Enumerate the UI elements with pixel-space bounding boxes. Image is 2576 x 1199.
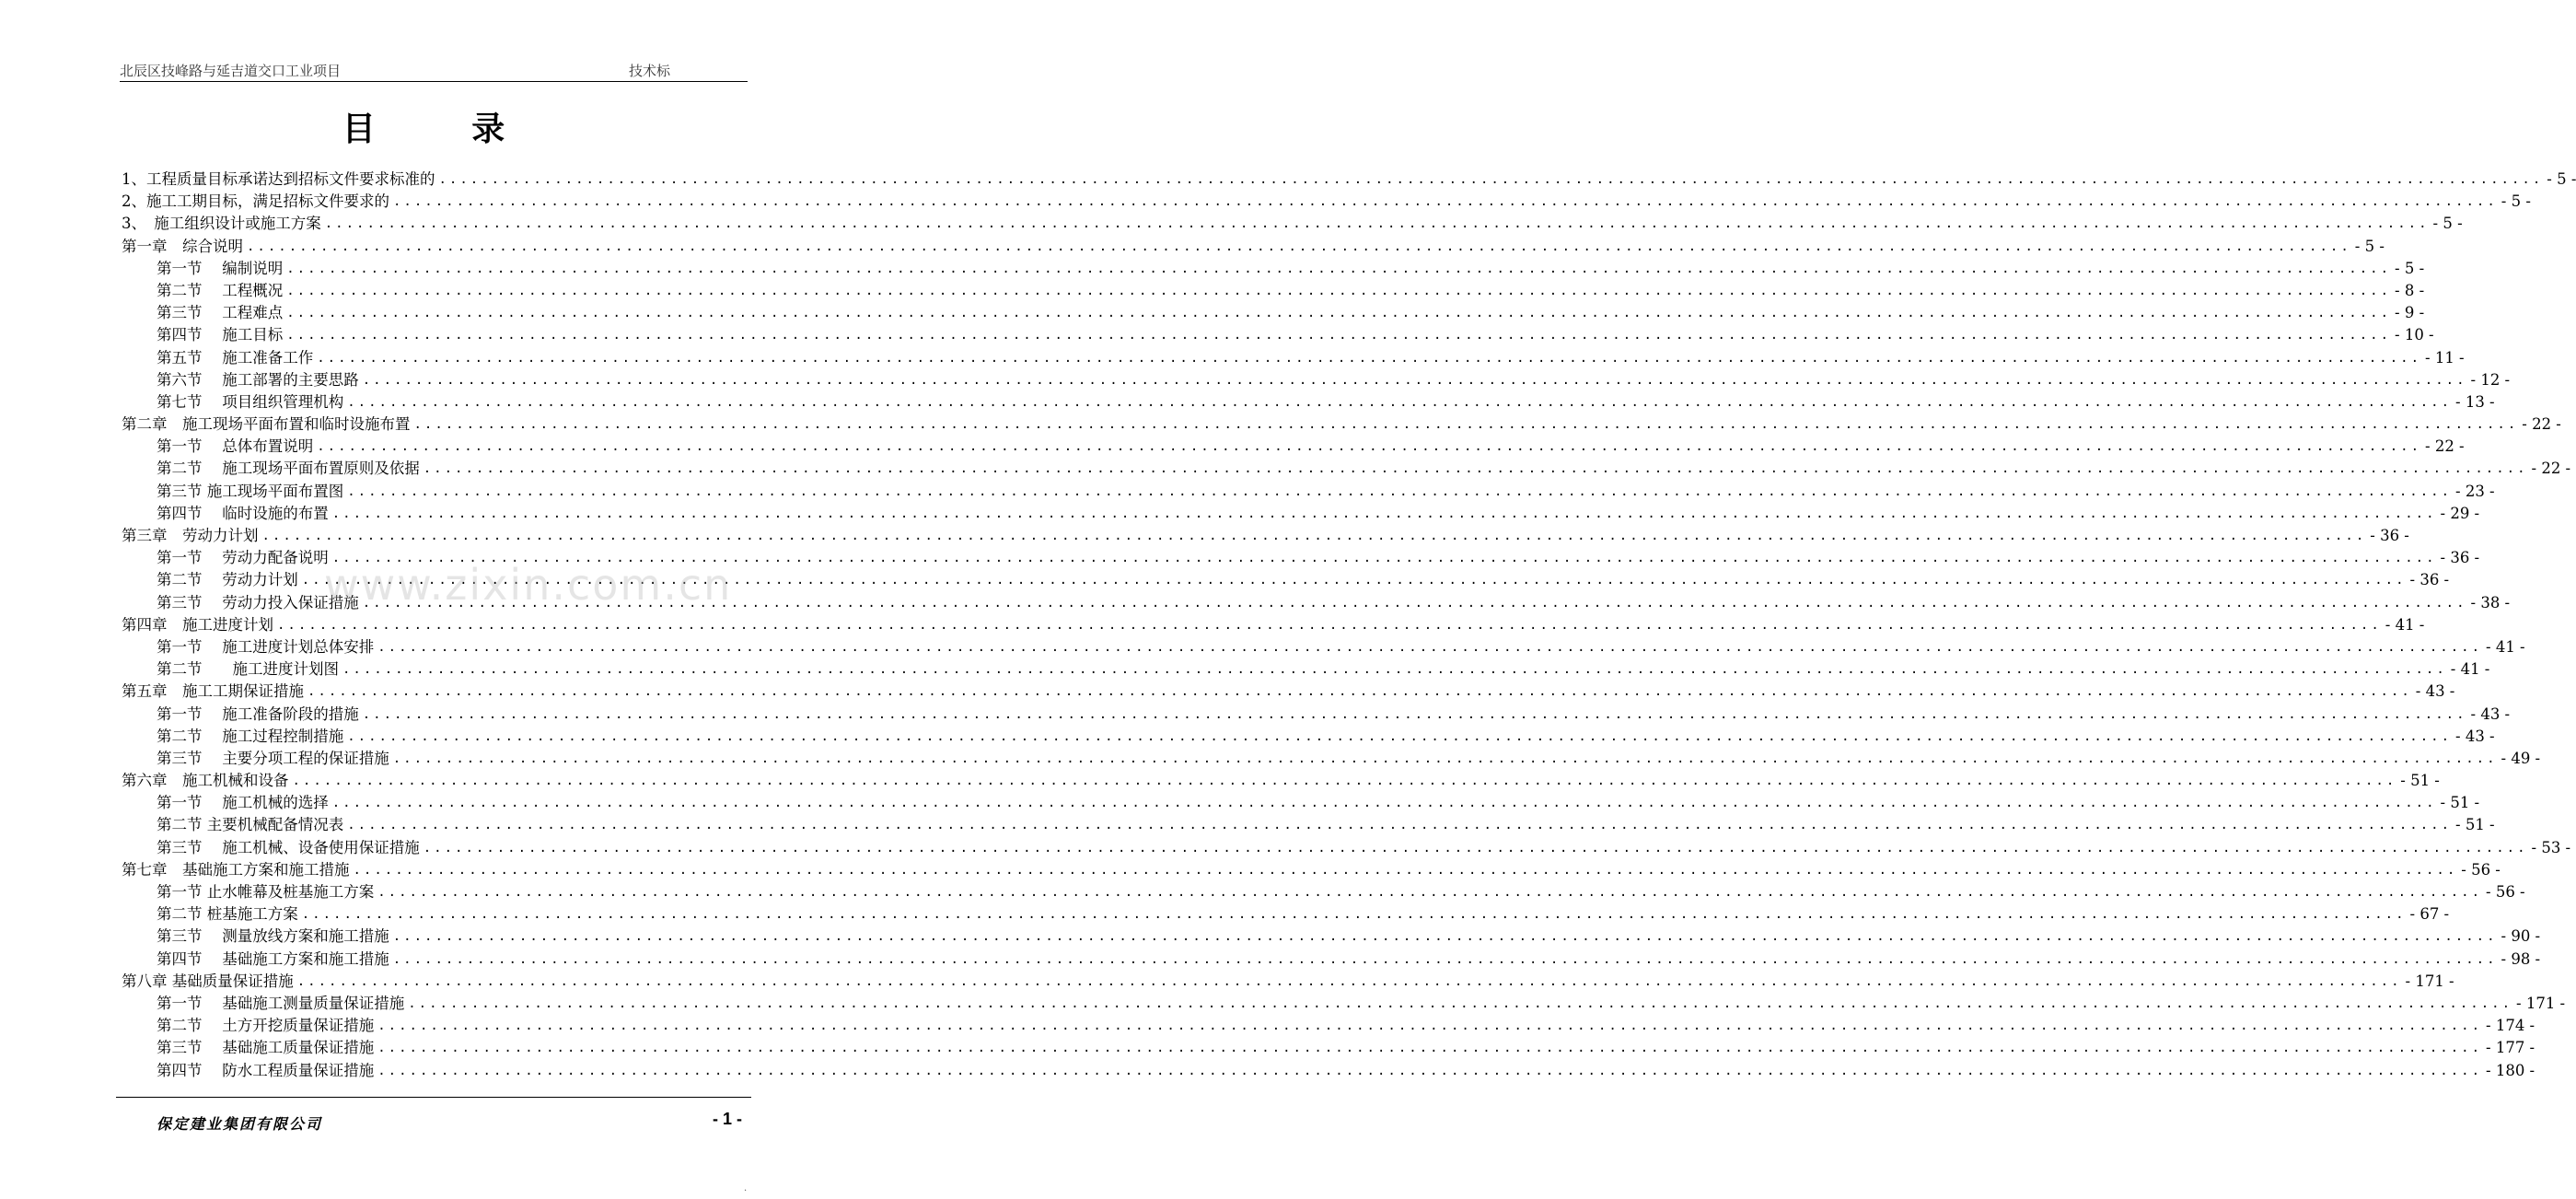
toc-entry-page: - 5 - [2391,258,2424,280]
toc-entry[interactable] [122,792,2480,814]
toc-entry[interactable] [122,1037,2535,1059]
toc-entry-page: - 29 - [2437,503,2480,525]
toc-entry[interactable] [122,881,2525,903]
toc-leader-dots: ........................................................................................................................................................................................................ [331,551,2437,566]
toc-entry[interactable] [122,658,2490,681]
toc-leader-dots: ........................................................................................................................................................................................................ [324,216,2430,232]
toc-entry[interactable] [122,925,2541,948]
toc-entry-title: 第二节 施工现场平面布置原则及依据 [157,458,424,480]
toc-entry-title: 第一节 劳动力配备说明 [157,547,332,569]
toc-leader-dots: ........................................................................................................................................................................................................ [247,239,2351,254]
toc-leader-dots: ........................................................................................................................................................................................................ [301,907,2407,923]
toc-entry-title: 第三节 劳动力投入保证措施 [157,592,363,614]
toc-entry-title: 2、施工工期目标，满足招标文件要求的 [122,191,393,213]
toc-entry-page: - 43 - [2412,681,2455,703]
toc-entry-title: 第三节 主要分项工程的保证措施 [157,748,393,770]
toc-leader-dots: ........................................................................................................................................................................................................ [286,328,2391,343]
toc-entry-page: - 51 - [2396,770,2440,792]
toc-entry[interactable] [122,369,2511,391]
toc-leader-dots: ........................................................................................................................................................................................................ [317,439,2421,455]
toc-leader-dots: ........................................................................................................................................................................................................ [286,283,2391,298]
page-title: 目 录 [342,110,548,148]
toc-entry-page: - 22 - [2528,458,2571,480]
toc-entry-page: - 174 - [2482,1015,2535,1037]
toc-leader-dots: ........................................................................................................................................................................................................ [392,751,2498,766]
toc-entry-title: 第五节 施工准备工作 [157,347,317,369]
toc-entry[interactable] [122,525,2409,547]
toc-entry[interactable] [122,191,2531,213]
toc-entry[interactable] [122,236,2385,258]
toc-entry-page: - 36 - [2437,547,2480,569]
toc-entry[interactable] [122,413,2561,436]
toc-entry-page: - 43 - [2452,726,2495,748]
toc-entry[interactable] [122,859,2501,881]
toc-leader-dots: ........................................................................................................................................................................................................ [331,506,2437,521]
toc-entry[interactable] [122,280,2425,302]
toc-entry-page: - 171 - [2512,993,2565,1015]
toc-entry-title: 第三章 劳动力计划 [122,525,262,547]
page-header [120,59,748,82]
toc-entry-page: - 90 - [2498,925,2541,948]
toc-leader-dots: ........................................................................................................................................................................................................ [377,639,2482,655]
toc-entry-page: - 10 - [2391,324,2434,346]
toc-entry-page: - 22 - [2518,413,2561,436]
footer-page-number: - 1 - [713,1110,743,1128]
toc-entry-title: 第三节 基础施工质量保证措施 [157,1037,377,1059]
toc-entry[interactable] [122,258,2425,280]
toc-entry-page: - 5 - [2430,213,2463,235]
toc-leader-dots: ........................................................................................................................................................................................................ [423,840,2528,856]
toc-entry-title: 第二节 施工进度计划图 [157,658,342,681]
toc-leader-dots: ........................................................................................................................................................................................................ [347,394,2452,410]
toc-entry-title: 第一节 施工机械的选择 [157,792,332,814]
toc-leader-dots: ........................................................................................................................................................................................................ [307,684,2412,700]
toc-entry-page: - 5 - [2543,169,2576,191]
toc-leader-dots: ........................................................................................................................................................................................................ [301,573,2407,588]
toc-leader-dots: ........................................................................................................................................................................................................ [286,306,2391,321]
toc-entry-title: 第二节 主要机械配备情况表 [157,814,347,836]
toc-entry-page: - 56 - [2482,881,2525,903]
toc-entry-title: 第二章 施工现场平面布置和临时设施布置 [122,413,414,436]
toc-leader-dots: ........................................................................................................................................................................................................ [342,662,2447,678]
toc-entry-page: - 180 - [2482,1060,2535,1082]
toc-leader-dots: ........................................................................................................................................................................................................ [377,885,2482,900]
toc-entry[interactable] [122,726,2495,748]
toc-entry-page: - 13 - [2452,391,2495,413]
toc-leader-dots: ........................................................................................................................................................................................................ [377,1063,2482,1078]
toc-leader-dots: ........................................................................................................................................................................................................ [413,417,2519,433]
toc-leader-dots: ........................................................................................................................................................................................................ [392,951,2498,967]
toc-entry-page: - 51 - [2452,814,2495,836]
toc-leader-dots: ........................................................................................................................................................................................................ [347,483,2452,499]
toc-entry-page: - 5 - [2498,191,2531,213]
toc-entry-title: 第四节 临时设施的布置 [157,503,332,525]
toc-entry-title: 第一节 编制说明 [157,258,286,280]
toc-entry-page: - 5 - [2351,236,2385,258]
toc-entry-title: 第八章 基础质量保证措施 [122,971,297,993]
toc-entry-title: 第一节 总体布置说明 [157,436,317,458]
toc-entry[interactable] [122,636,2525,658]
toc-entry-page: - 51 - [2437,792,2480,814]
toc-leader-dots: ........................................................................................................................................................................................................ [317,350,2421,366]
toc-entry[interactable] [122,324,2434,346]
toc-entry-page: - 11 - [2421,347,2465,369]
toc-entry[interactable] [122,391,2495,413]
toc-entry-title: 第六节 施工部署的主要思路 [157,369,363,391]
toc-leader-dots: ........................................................................................................................................................................................................ [408,995,2512,1011]
toc-entry[interactable] [122,436,2465,458]
toc-entry-page: - 43 - [2467,704,2511,726]
toc-entry-page: - 41 - [2382,614,2425,636]
toc-leader-dots: ........................................................................................................................................................................................................ [438,172,2544,187]
toc-entry[interactable] [122,971,2454,993]
footer-company: 保定建业集团有限公司 [157,1115,323,1133]
toc-entry-title: 第三节 工程难点 [157,302,286,324]
toc-entry[interactable] [122,993,2566,1015]
toc-entry[interactable] [122,213,2463,235]
toc-leader-dots: ........................................................................................................................................................................................................ [347,818,2452,833]
toc-entry-page: - 53 - [2528,837,2571,859]
toc-entry-page: - 23 - [2452,481,2495,503]
toc-entry-title: 第二节 桩基施工方案 [157,903,302,925]
toc-entry-page: - 177 - [2482,1037,2535,1059]
toc-entry-title: 第二节 工程概况 [157,280,286,302]
toc-entry-page: - 49 - [2498,748,2541,770]
toc-leader-dots: ........................................................................................................................................................................................................ [362,706,2467,722]
toc-leader-dots: ........................................................................................................................................................................................................ [377,1041,2482,1056]
toc-leader-dots: ........................................................................................................................................................................................................ [286,261,2391,276]
toc-entry-title: 第七章 基础施工方案和施工措施 [122,859,354,881]
toc-entry[interactable] [122,1015,2535,1037]
toc-leader-dots: ........................................................................................................................................................................................................ [423,461,2528,477]
toc-entry-page: - 41 - [2447,658,2490,681]
toc-leader-dots: ........................................................................................................................................................................................................ [277,617,2382,633]
toc-entry-page: - 36 - [2407,569,2450,591]
toc-entry-title: 第三节 施工机械、设备使用保证措施 [157,837,424,859]
toc-leader-dots: ........................................................................................................................................................................................................ [393,194,2498,210]
toc-leader-dots: ........................................................................................................................................................................................................ [347,728,2452,744]
watermark: www.zixin.com.cn [324,560,733,610]
toc-entry-title: 第六章 施工机械和设备 [122,770,293,792]
toc-entry[interactable] [122,347,2465,369]
toc-entry[interactable] [122,748,2541,770]
header-doc-type: 技术标 [629,63,671,79]
toc-entry[interactable] [122,681,2455,703]
toc-leader-dots: ........................................................................................................................................................................................................ [362,372,2467,388]
toc-entry[interactable] [122,949,2541,971]
toc-entry-title: 第一节 施工进度计划总体安排 [157,636,377,658]
toc-leader-dots: ........................................................................................................................................................................................................ [261,529,2367,543]
toc-entry[interactable] [122,169,2576,191]
toc-entry-title: 第二节 土方开挖质量保证措施 [157,1015,377,1037]
toc-entry[interactable] [122,458,2571,480]
toc-entry-title: 第七节 项目组织管理机构 [157,391,347,413]
toc-entry-title: 第一节 止水帷幕及桩基施工方案 [157,881,377,903]
table-of-contents [122,169,2576,1082]
toc-entry-title: 1、工程质量目标承诺达到招标文件要求标准的 [122,169,439,191]
toc-entry-title: 第四节 防水工程质量保证措施 [157,1060,377,1082]
footer-divider [116,1097,751,1098]
toc-leader-dots: ........................................................................................................................................................................................................ [392,929,2498,945]
toc-entry[interactable] [122,704,2511,726]
toc-entry-page: - 8 - [2391,280,2424,302]
toc-entry[interactable] [122,903,2450,925]
toc-entry-title: 第三节 测量放线方案和施工措施 [157,925,393,948]
toc-entry-title: 3、 施工组织设计或施工方案 [122,213,325,235]
toc-leader-dots: ........................................................................................................................................................................................................ [353,862,2458,878]
toc-entry[interactable] [122,302,2425,324]
toc-leader-dots: ........................................................................................................................................................................................................ [331,796,2437,811]
toc-entry-title: 第一章 综合说明 [122,236,247,258]
toc-entry-page: - 56 - [2457,859,2501,881]
toc-entry-page: - 67 - [2407,903,2450,925]
toc-entry[interactable] [122,837,2571,859]
toc-entry-title: 第四节 施工目标 [157,324,286,346]
toc-entry-page: - 38 - [2467,592,2511,614]
toc-entry[interactable] [122,770,2440,792]
toc-leader-dots: ........................................................................................................................................................................................................ [362,595,2467,611]
toc-entry-title: 第三节 施工现场平面布置图 [157,481,347,503]
toc-entry-page: - 171 - [2402,971,2454,993]
toc-entry-title: 第四章 施工进度计划 [122,614,277,636]
toc-entry[interactable] [122,1060,2535,1082]
toc-leader-dots: ........................................................................................................................................................................................................ [292,774,2397,789]
toc-entry-title: 第二节 劳动力计划 [157,569,302,591]
toc-entry[interactable] [122,481,2495,503]
toc-entry-title: 第一节 基础施工测量质量保证措施 [157,993,408,1015]
toc-entry-title: 第一节 施工准备阶段的措施 [157,704,363,726]
header-project-name: 北辰区技峰路与延吉道交口工业项目 [120,63,342,79]
toc-entry[interactable] [122,503,2480,525]
toc-entry-title: 第四节 基础施工方案和施工措施 [157,949,393,971]
toc-leader-dots: ........................................................................................................................................................................................................ [296,973,2402,989]
toc-entry-title: 第五章 施工工期保证措施 [122,681,307,703]
toc-entry-page: - 12 - [2467,369,2511,391]
footer-dot: . [744,1183,748,1193]
toc-entry[interactable] [122,814,2495,836]
toc-entry-title: 第二节 施工过程控制措施 [157,726,347,748]
toc-entry[interactable] [122,614,2425,636]
toc-entry-page: - 9 - [2391,302,2424,324]
toc-entry-page: - 36 - [2366,525,2409,547]
toc-entry-page: - 41 - [2482,636,2525,658]
toc-entry-page: - 98 - [2498,949,2541,971]
toc-entry-page: - 22 - [2421,436,2465,458]
toc-leader-dots: ........................................................................................................................................................................................................ [377,1019,2482,1034]
